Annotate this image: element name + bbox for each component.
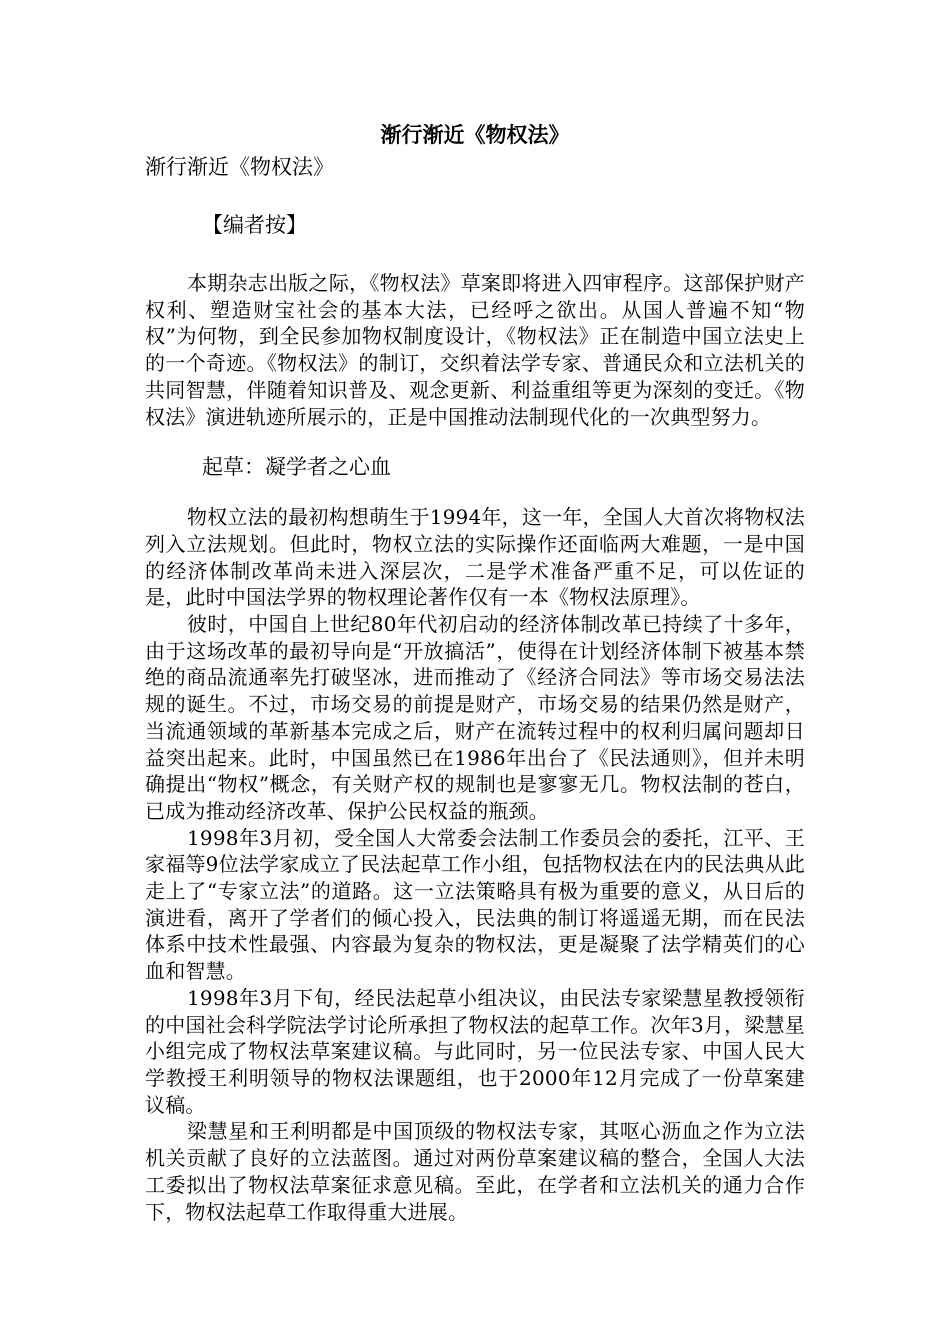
body-paragraph-1: 物权立法的最初构想萌生于1994年，这一年，全国人大首次将物权法列入立法规划。但此时，物权立法的实际操作还面临两大难题，一是中国的经济体制改革尚未进入深层次，二是学术准备严重不足，可以佐证的是，此时中国法学界的物权理论著作仅有一本《物权法原理》。 <box>145 505 805 610</box>
body-paragraph-5: 梁慧星和王利明都是中国顶级的物权法专家，其呕心沥血之作为立法机关贡献了良好的立法蓝图。通过对两份草案建议稿的整合，全国人大法工委拟出了物权法草案征求意见稿。至此，在学者和立法机关的通力合作下，物权法起草工作取得重大进展。 <box>145 1119 805 1224</box>
document-subtitle: 渐行渐近《物权法》 <box>145 155 334 179</box>
intro-paragraph: 本期杂志出版之际，《物权法》草案即将进入四审程序。这部保护财产权利、塑造财宝社会的基本大法，已经呼之欲出。从国人普遍不知“物权”为何物，到全民参加物权制度设计，《物权法》正在制造中国立法史上的一个奇迹。《物权法》的制订，交织着法学专家、普通民众和立法机关的共同智慧，伴随着知识普及、观念更新、利益重组等更为深刻的变迁。《物权法》演进轨迹所展示的，正是中国推动法制现代化的一次典型努力。 <box>145 271 805 429</box>
body-paragraph-3: 1998年3月初，受全国人大常委会法制工作委员会的委托，江平、王家福等9位法学家成立了民法起草工作小组，包括物权法在内的民法典从此走上了“专家立法”的道路。这一立法策略具有极为重要的意义，从日后的演进看，离开了学者们的倾心投入，民法典的制订将遥遥无期，而在民法体系中技术性最强、内容最为复杂的物权法，更是凝聚了法学精英们的心血和智慧。 <box>145 825 805 984</box>
spacer <box>145 482 805 504</box>
body-paragraph-4: 1998年3月下旬，经民法起草小组决议，由民法专家梁慧星教授领衔的中国社会科学院法学讨论所承担了物权法的起草工作。次年3月，梁慧星小组完成了物权法草案建议稿。与此同时，另一位民法专家、中国人民大学教授王利明领导的物权法课题组，也于2000年12月完成了一份草案建议稿。 <box>145 985 805 1117</box>
spacer <box>145 182 805 210</box>
spacer <box>145 430 805 452</box>
document-title: 渐行渐近《物权法》 <box>380 122 570 147</box>
document-page <box>145 118 805 1225</box>
editor-note-heading: 【编者按】 <box>202 213 307 237</box>
section-heading: 起草：凝学者之心血 <box>202 455 391 480</box>
spacer <box>145 240 805 270</box>
body-paragraph-2: 彼时，中国自上世纪80年代初启动的经济体制改革已持续了十多年，由于这场改革的最初导向是“开放搞活”，使得在计划经济体制下被基本禁绝的商品流通率先打破坚冰，进而推动了《经济合同法》等市场交易法法规的诞生。不过，市场交易的前提是财产，市场交易的结果仍然是财产，当流通领域的革新基本完成之后，财产在流转过程中的权利归属问题却日益突出起来。此时，中国虽然已在1986年出台了《民法通则》，但并未明确提出“物权”概念，有关财产权的规制也是寥寥无几。物权法制的苍白，已成为推动经济改革、保护公民权益的瓶颈。 <box>145 612 805 823</box>
